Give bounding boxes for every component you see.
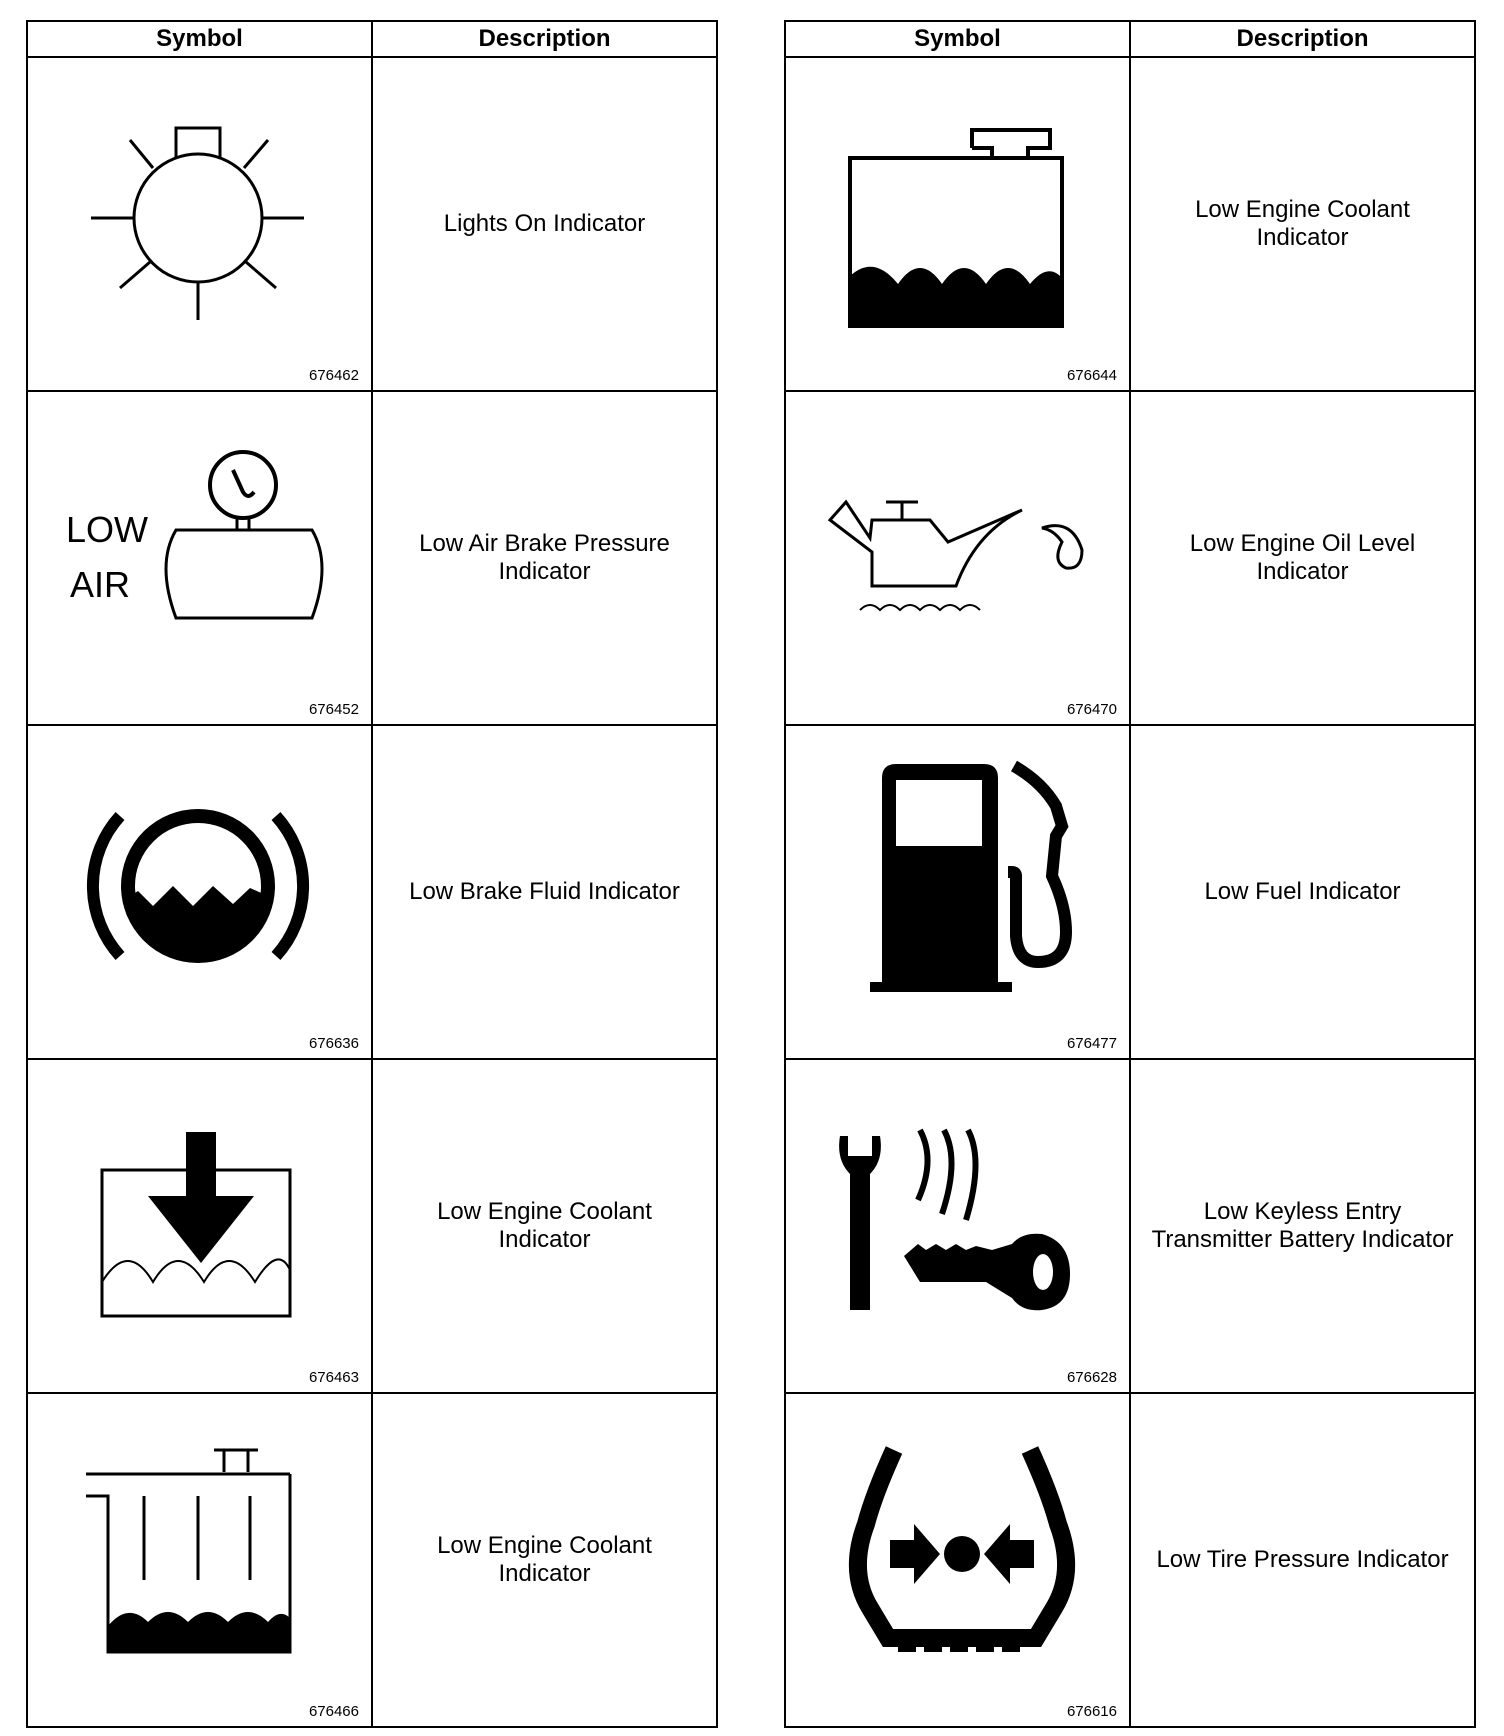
description-cell: Lights On Indicator [372, 57, 717, 391]
symbol-cell [785, 725, 1130, 1059]
symbol-cell [785, 391, 1130, 725]
symbol-cell [27, 1393, 372, 1727]
symbol-code: 676463 [308, 1369, 359, 1386]
symbol-cell [785, 1059, 1130, 1393]
keyless-entry-battery-icon [786, 1060, 1129, 1392]
lights-on-icon [28, 58, 371, 390]
symbol-code: 676616 [1066, 1703, 1117, 1720]
table-row [27, 1393, 717, 1727]
fuel-pump-icon [786, 726, 1129, 1058]
description-cell: Low Engine Oil Level Indicator [1130, 391, 1475, 725]
air-text: AIR [70, 564, 131, 605]
description-cell: Low Keyless Entry Transmitter Battery Indicator [1130, 1059, 1475, 1393]
table-row [27, 1059, 717, 1393]
symbol-code: 676470 [1066, 701, 1117, 718]
table-row [785, 725, 1475, 1059]
description-header: Description [372, 21, 717, 57]
symbol-cell [27, 725, 372, 1059]
brake-fluid-icon [28, 726, 371, 1058]
symbol-cell [27, 57, 372, 391]
oil-can-icon [786, 392, 1129, 724]
tire-pressure-icon [786, 1394, 1129, 1726]
header-row [27, 21, 717, 57]
description-cell: Low Fuel Indicator [1130, 725, 1475, 1059]
symbol-cell [27, 391, 372, 725]
coolant-tank-icon [786, 58, 1129, 390]
symbol-code: 676466 [308, 1703, 359, 1720]
description-cell: Low Engine Coolant Indicator [372, 1393, 717, 1727]
symbol-code: 676477 [1066, 1035, 1117, 1052]
description-cell: Low Brake Fluid Indicator [372, 725, 717, 1059]
indicator-table-left [26, 20, 718, 1728]
table-row [785, 1059, 1475, 1393]
description-cell: Low Tire Pressure Indicator [1130, 1393, 1475, 1727]
description-cell: Low Engine Coolant Indicator [372, 1059, 717, 1393]
symbol-header: Symbol [27, 21, 372, 57]
symbol-cell [785, 1393, 1130, 1727]
table-row [785, 1393, 1475, 1727]
symbol-code: 676644 [1066, 367, 1117, 384]
coolant-arrow-icon [28, 1060, 371, 1392]
low-air-icon [28, 392, 371, 724]
header-row [785, 21, 1475, 57]
table-row [27, 57, 717, 391]
description-cell: Low Air Brake Pressure Indicator [372, 391, 717, 725]
description-cell: Low Engine Coolant Indicator [1130, 57, 1475, 391]
symbol-code: 676636 [308, 1035, 359, 1052]
symbol-code: 676452 [308, 701, 359, 718]
table-row [785, 391, 1475, 725]
symbol-header: Symbol [785, 21, 1130, 57]
table-row [27, 725, 717, 1059]
description-header: Description [1130, 21, 1475, 57]
symbol-cell [785, 57, 1130, 391]
symbol-code: 676628 [1066, 1369, 1117, 1386]
coolant-radiator-icon [28, 1394, 371, 1726]
symbol-cell [27, 1059, 372, 1393]
indicator-table-right [784, 20, 1476, 1728]
low-text: LOW [66, 509, 149, 550]
table-row [27, 391, 717, 725]
table-row [785, 57, 1475, 391]
symbol-code: 676462 [308, 367, 359, 384]
